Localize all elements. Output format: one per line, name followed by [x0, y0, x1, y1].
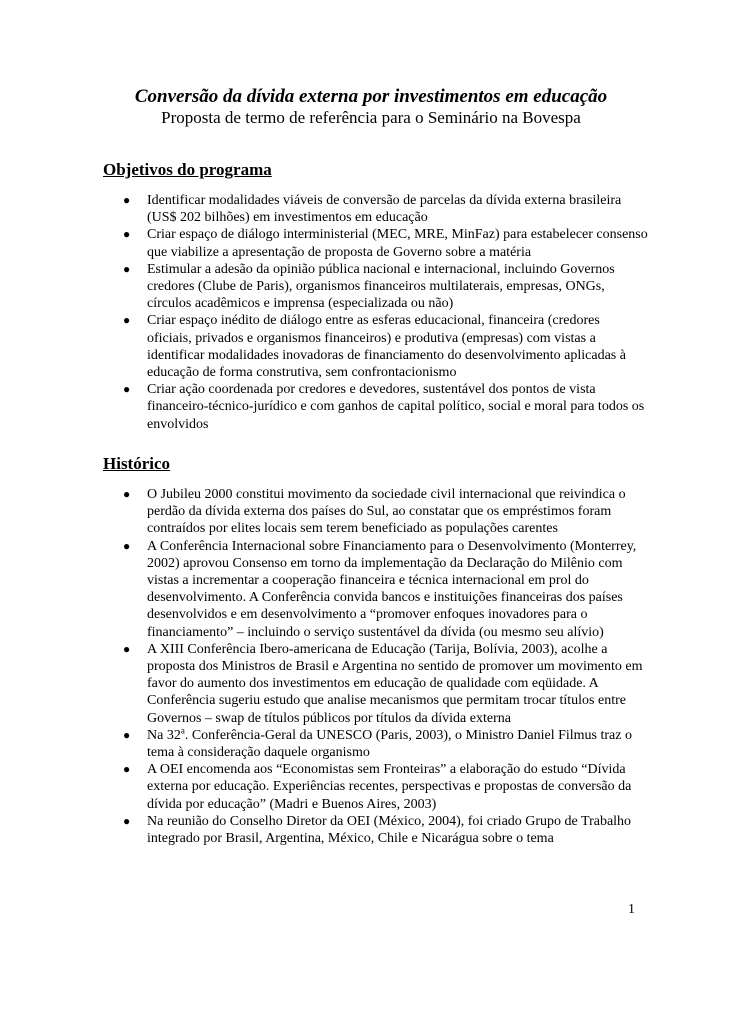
- list-item-text: Criar espaço inédito de diálogo entre as esferas educacional, financeira (credores oficiais, privados e organismos financeiros) e produtiva (empresas) com vistas a identificar modalidades inovadoras de financiamento do desenvolvimento aplicadas à educação de forma construtiva, sem confrontacionismo: [147, 313, 626, 381]
- section-heading-objetivos: Objetivos do programa: [103, 160, 272, 179]
- page-number: 1: [628, 902, 635, 917]
- bullet-icon: ●: [123, 227, 131, 242]
- list-item-text: Na 32$^a$. Conferência-Geral da UNESCO (Paris, 2003), o Ministro Daniel Filmus traz o tema à consideração daquele organismo: [147, 725, 632, 761]
- bullet-icon: ●: [123, 538, 131, 553]
- list-item-text: A Conferência Internacional sobre Financiamento para o Desenvolvimento (Monterrey, 2002) aprovou Consenso em torno da implementação da Declaração do Milênio com vistas a incrementar a cooperação financeira e técnica internacional em prol do desenvolvimento. A Conferência convida bancos e instituições financeiras dos países desenvolvidos e em desenvolvimento a “promover enfoques inovadores para o financiamento” – incluindo o serviço sustentável da dívida (ou mesmo seu alívio): [147, 538, 637, 640]
- list-item-text: Criar espaço de diálogo interministerial (MEC, MRE, MinFaz) para estabelecer consenso que viabilize a apresentação de proposta de Governo sobre a matéria: [147, 227, 648, 260]
- list-item-text: Criar ação coordenada por credores e devedores, sustentável dos pontos de vista financeiro-técnico-jurídico e com ganhos de capital político, social e moral para todos os envolvidos: [147, 382, 645, 432]
- bullet-icon: ●: [123, 193, 131, 207]
- objetivos-list: [103, 192, 648, 433]
- list-item: [103, 641, 648, 727]
- list-item-text: Identificar modalidades viáveis de conversão de parcelas da dívida externa brasileira (US$ 202 bilhões) em investimentos em educação: [147, 193, 622, 226]
- bullet-icon: ●: [123, 641, 131, 656]
- bullet-icon: ●: [123, 487, 131, 501]
- list-item: [103, 813, 648, 847]
- bullet-icon: ●: [123, 813, 131, 828]
- ordinal-superscript: a: [180, 725, 185, 736]
- bullet-icon: ●: [123, 762, 131, 777]
- bullet-icon: ●: [123, 727, 131, 742]
- list-item: [103, 727, 648, 761]
- list-item: [103, 486, 648, 538]
- bullet-icon: ●: [123, 382, 131, 397]
- list-item: [103, 312, 648, 381]
- list-item: [103, 192, 648, 226]
- document-subtitle: Proposta de termo de referência para o Seminário na Bovespa: [161, 108, 581, 127]
- bullet-icon: ●: [123, 261, 131, 276]
- list-item-text: A OEI encomenda aos “Economistas sem Fronteiras” a elaboração do estudo “Dívida externa por educação. Experiências recentes, perspectivas e propostas de conversão da dívida por educação” (Madri e Buenos Aires, 2003): [147, 762, 632, 812]
- list-item: [103, 226, 648, 260]
- list-item: [103, 761, 648, 813]
- document-title: Conversão da dívida externa por investimentos em educação: [134, 86, 608, 107]
- historico-list: [103, 486, 648, 847]
- section-heading-historico: Histórico: [103, 454, 171, 473]
- list-item: [103, 538, 648, 641]
- list-item-text: O Jubileu 2000 constitui movimento da sociedade civil internacional que reivindica o perdão da dívida externa dos países do Sul, ao constatar que os empréstimos foram contraídos por elites locais sem terem beneficiado as populações carentes: [147, 487, 626, 537]
- list-item-text: Estimular a adesão da opinião pública nacional e internacional, incluindo Governos credores (Clube de Paris), organismos financeiros multilaterais, empresas, ONGs, círculos acadêmicos e imprensa (especializada ou não): [147, 261, 615, 312]
- list-item: [103, 381, 648, 433]
- list-item: [103, 261, 648, 313]
- list-item-text: Na reunião do Conselho Diretor da OEI (México, 2004), foi criado Grupo de Trabalho integrado por Brasil, Argentina, México, Chile e Nicarágua sobre o tema: [147, 813, 632, 847]
- bullet-icon: ●: [123, 313, 131, 328]
- list-item-text: A XIII Conferência Ibero-americana de Educação (Tarija, Bolívia, 2003), acolhe a proposta dos Ministros de Brasil e Argentina no sentido de promover um movimento em favor do aumento dos investimentos em educação de qualidade com eqüidade. A Conferência sugeriu estudo que analise mecanismos que permitam trocar títulos entre Governos – swap de títulos públicos por títulos da dívida externa: [147, 641, 643, 726]
